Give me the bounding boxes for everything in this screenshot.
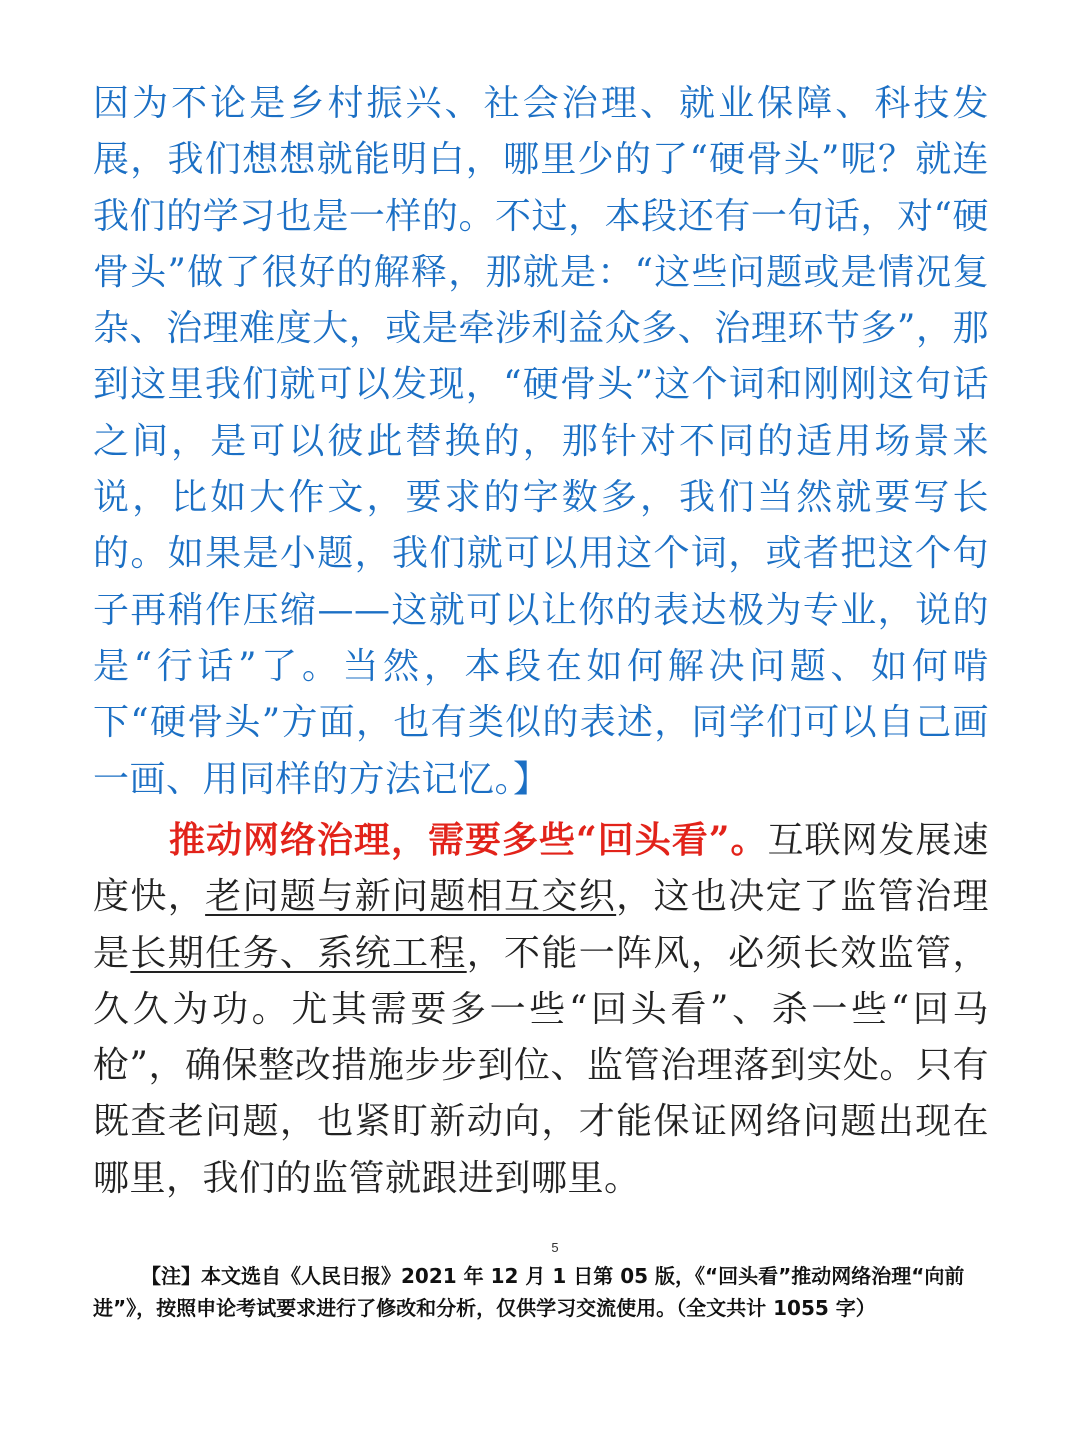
paragraph-text: ，不能一阵风，必须长效监管，久久为功。尤其需要多一些“回头看”、杀一些“回马枪”，确保整改措施步步到位、监管治理落到实处。只有既查老问题，也紧盯新动向，才能保证网络问题出现在哪里，我们的监管就跟进到哪里。 [93, 932, 989, 1199]
underlined-phrase: 老问题与新问题相互交织 [205, 876, 617, 918]
analysis-commentary: 因为不论是乡村振兴、社会治理、就业保障、科技发展，我们想想就能明白，哪里少的了“硬骨头”呢？就连我们的学习也是一样的。不过，本段还有一句话，对“硬骨头”做了很好的解释，那就是：“这些问题或是情况复杂、治理难度大，或是牵涉利益众多、治理环节多”，那到这里我们就可以发现，“硬骨头”这个词和刚刚这句话之间，是可以彼此替换的，那针对不同的适用场景来说，比如大作文，要求的字数多，我们当然就要写长的。如果是小题，我们就可以用这个词，或者把这个句子再稍作压缩——这就可以让你的表达极为专业，说的是“行话”了。当然，本段在如何解决问题、如何啃下“硬骨头”方面，也有类似的表述，同学们可以自己画一画、用同样的方法记忆。】 [93, 83, 989, 800]
paragraph-text: 互联网发展速度快， [93, 820, 989, 918]
paragraph-text: ，这也决定了监管治理是 [93, 876, 989, 974]
underlined-phrase: 长期任务、系统工程 [130, 932, 467, 974]
source-note: 【注】本文选自《人民日报》2021 年 12 月 1 日第 05 版，《“回头看”推动网络治理“向前进”》，按照申论考试要求进行了修改和分析，仅供学习交流使用。（全文共计 1055 字） [93, 1264, 965, 1320]
page-number: 5 [551, 1240, 559, 1255]
paragraph-heading: 推动网络治理，需要多些“回头看”。 [169, 819, 768, 861]
body-paragraph [93, 812, 989, 1207]
